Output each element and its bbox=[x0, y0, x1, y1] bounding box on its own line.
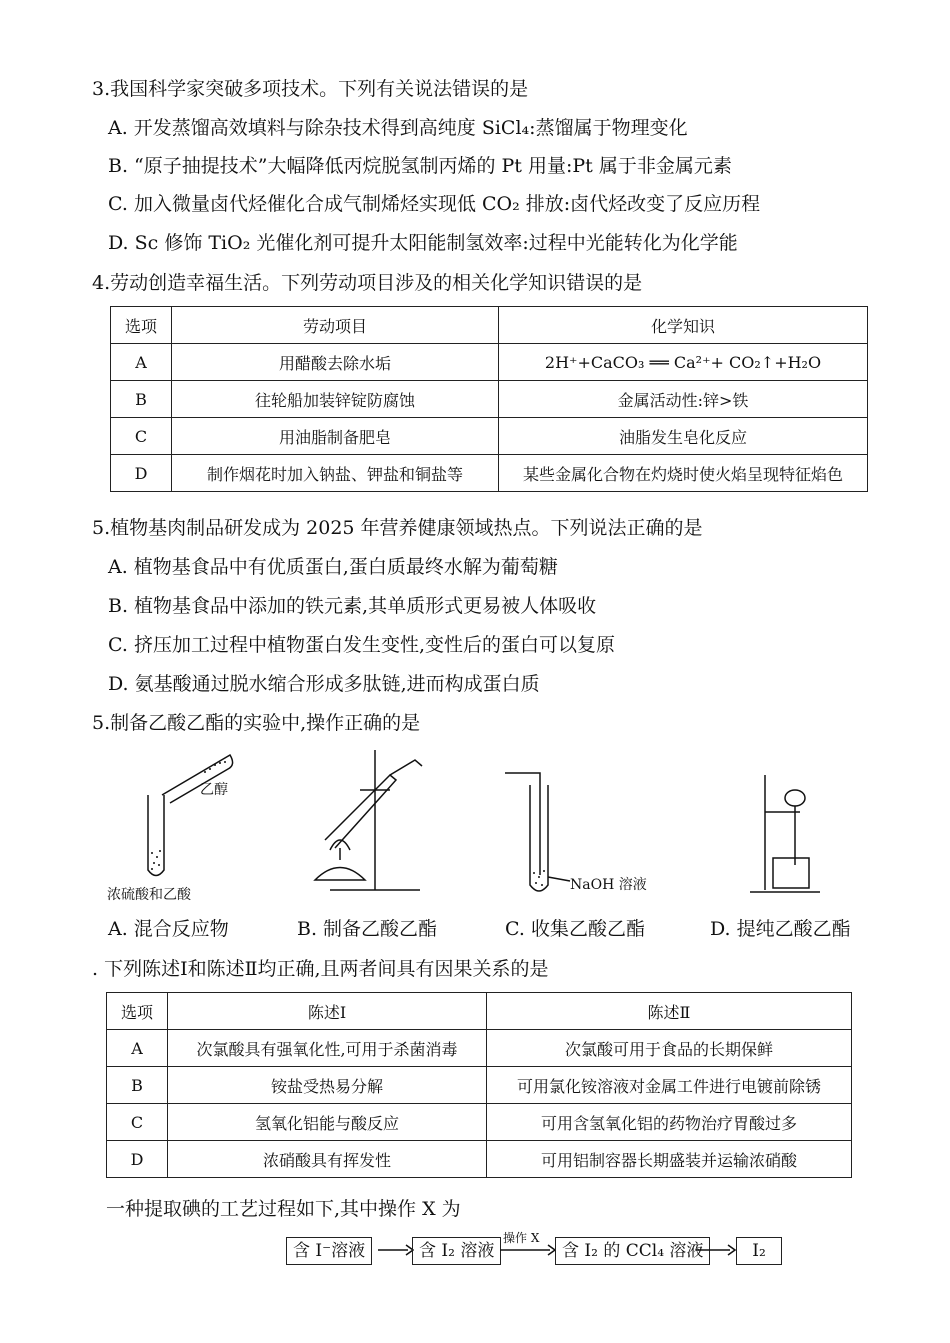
caption-d: D. 提纯乙酸乙酯 bbox=[710, 918, 851, 940]
table-row bbox=[107, 1104, 852, 1141]
q4-table bbox=[110, 306, 868, 492]
q4-header-knowledge: 化学知识 bbox=[499, 307, 868, 344]
q4-cell: A bbox=[111, 344, 172, 381]
q7-stem: . 下列陈述Ⅰ和陈述Ⅱ均正确,且两者间具有因果关系的是 bbox=[92, 958, 549, 980]
q7-header-statement-1: 陈述Ⅰ bbox=[168, 993, 487, 1030]
q7-cell: C bbox=[107, 1104, 168, 1141]
q4-header-task: 劳动项目 bbox=[172, 307, 499, 344]
caption-a: A. 混合反应物 bbox=[108, 918, 229, 940]
q4-cell: 某些金属化合物在灼烧时使火焰呈现特征焰色 bbox=[499, 455, 868, 492]
q5-option-d: D. 氨基酸通过脱水缩合形成多肽链,进而构成蛋白质 bbox=[108, 673, 540, 695]
q7-cell: 氢氧化铝能与酸反应 bbox=[168, 1104, 487, 1141]
q4-cell: D bbox=[111, 455, 172, 492]
q7-cell: B bbox=[107, 1067, 168, 1104]
flow-op-label: 操作 X bbox=[503, 1231, 540, 1245]
q5-stem: 5.植物基肉制品研发成为 2025 年营养健康领域热点。下列说法正确的是 bbox=[92, 517, 703, 539]
q6-stem: 5.制备乙酸乙酯的实验中,操作正确的是 bbox=[92, 712, 421, 734]
q4-cell: 往轮船加装锌锭防腐蚀 bbox=[172, 381, 499, 418]
q7-cell: 可用含氢氧化铝的药物治疗胃酸过多 bbox=[487, 1104, 852, 1141]
apparatus-c-diagram bbox=[500, 765, 580, 905]
q4-cell: 制作烟花时加入钠盐、钾盐和铜盐等 bbox=[172, 455, 499, 492]
arrow-icon bbox=[696, 1243, 736, 1257]
caption-c: C. 收集乙酸乙酯 bbox=[505, 918, 645, 940]
q4-cell: 金属活动性:锌>铁 bbox=[499, 381, 868, 418]
q4-stem: 4.劳动创造幸福生活。下列劳动项目涉及的相关化学知识错误的是 bbox=[92, 272, 643, 294]
caption-b: B. 制备乙酸乙酯 bbox=[297, 918, 438, 940]
q7-cell: 次氯酸具有强氧化性,可用于杀菌消毒 bbox=[168, 1030, 487, 1067]
q5-option-b: B. 植物基食品中添加的铁元素,其单质形式更易被人体吸收 bbox=[108, 595, 597, 617]
q7-table bbox=[106, 992, 852, 1178]
table-row bbox=[107, 1030, 852, 1067]
q8-stem: 一种提取碘的工艺过程如下,其中操作 X 为 bbox=[106, 1198, 461, 1220]
flow-step-3: 含 I₂ 的 CCl₄ 溶液 bbox=[555, 1237, 710, 1265]
q4-cell: 2H⁺+CaCO₃ ══ Ca²⁺+ CO₂↑+H₂O bbox=[499, 344, 868, 381]
flow-step-2: 含 I₂ 溶液 bbox=[412, 1237, 501, 1265]
q7-header-option: 选项 bbox=[107, 993, 168, 1030]
table-row bbox=[107, 1067, 852, 1104]
q7-cell: 可用铝制容器长期盛装并运输浓硝酸 bbox=[487, 1141, 852, 1178]
q7-header-statement-2: 陈述Ⅱ bbox=[487, 993, 852, 1030]
apparatus-b-diagram bbox=[300, 740, 430, 900]
q7-cell: 铵盐受热易分解 bbox=[168, 1067, 487, 1104]
q4-header-option: 选项 bbox=[111, 307, 172, 344]
q7-cell: D bbox=[107, 1141, 168, 1178]
table-row bbox=[111, 455, 868, 492]
q4-cell: 油脂发生皂化反应 bbox=[499, 418, 868, 455]
q5-option-c: C. 挤压加工过程中植物蛋白发生变性,变性后的蛋白可以复原 bbox=[108, 634, 615, 656]
q5-option-a: A. 植物基食品中有优质蛋白,蛋白质最终水解为葡萄糖 bbox=[108, 556, 558, 578]
q3-option-b: B. “原子抽提技术”大幅降低丙烷脱氢制丙烯的 Pt 用量:Pt 属于非金属元素 bbox=[108, 155, 732, 177]
q7-cell: 次氯酸可用于食品的长期保鲜 bbox=[487, 1030, 852, 1067]
label-ethanol: 乙醇 bbox=[200, 782, 228, 798]
table-row bbox=[111, 344, 868, 381]
flow-step-4: I₂ bbox=[736, 1237, 782, 1265]
q4-cell: C bbox=[111, 418, 172, 455]
flow-step-1: 含 I⁻溶液 bbox=[286, 1237, 372, 1265]
q4-cell: B bbox=[111, 381, 172, 418]
label-acids: 浓硫酸和乙酸 bbox=[107, 887, 191, 903]
arrow-icon bbox=[500, 1243, 556, 1257]
q7-cell: 浓硝酸具有挥发性 bbox=[168, 1141, 487, 1178]
q3-option-a: A. 开发蒸馏高效填料与除杂技术得到高纯度 SiCl₄:蒸馏属于物理变化 bbox=[108, 117, 688, 139]
arrow-icon bbox=[378, 1243, 414, 1257]
table-row bbox=[107, 1141, 852, 1178]
label-naoh: NaOH 溶液 bbox=[570, 877, 647, 893]
table-row bbox=[111, 381, 868, 418]
q3-option-d: D. Sc 修饰 TiO₂ 光催化剂可提升太阳能制氢效率:过程中光能转化为化学能 bbox=[108, 232, 738, 254]
apparatus-a-diagram bbox=[130, 745, 240, 885]
q3-stem: 3.我国科学家突破多项技术。下列有关说法错误的是 bbox=[92, 78, 529, 100]
apparatus-d-diagram bbox=[745, 770, 835, 900]
q7-cell: A bbox=[107, 1030, 168, 1067]
q4-cell: 用醋酸去除水垢 bbox=[172, 344, 499, 381]
q7-cell: 可用氯化铵溶液对金属工件进行电镀前除锈 bbox=[487, 1067, 852, 1104]
q3-option-c: C. 加入微量卤代烃催化合成气制烯烃实现低 CO₂ 排放:卤代烃改变了反应历程 bbox=[108, 193, 761, 215]
q4-cell: 用油脂制备肥皂 bbox=[172, 418, 499, 455]
table-row bbox=[111, 418, 868, 455]
